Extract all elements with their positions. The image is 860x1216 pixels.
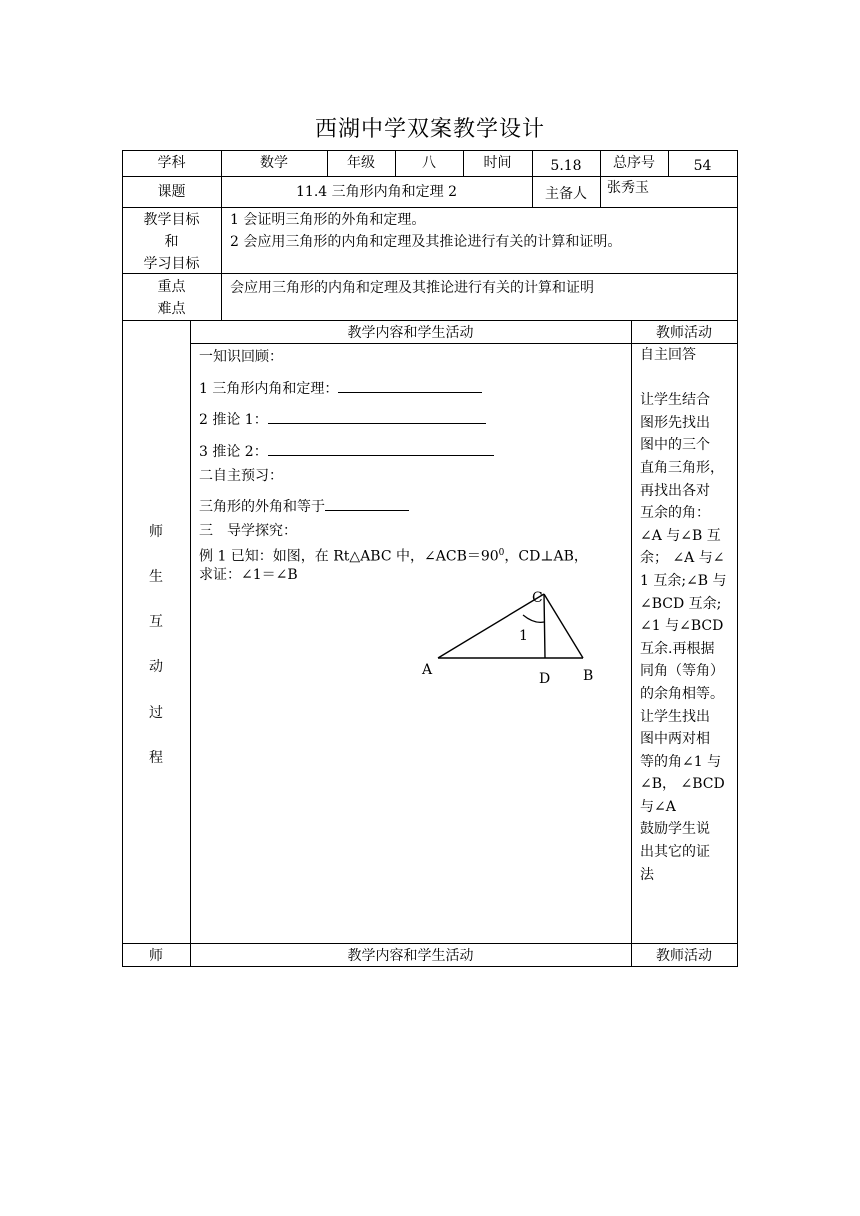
- example-line: 例 1 已知：如图，在 Rt△ABC 中，$\angle ACB=90^0$，CD⊥AB，: [199, 548, 588, 565]
- footer-teacher-header: 教师活动: [656, 948, 712, 964]
- footer-side-label: 师: [149, 948, 163, 964]
- time-label: 时间: [483, 155, 512, 171]
- review-item: 3 推论 2：: [199, 441, 494, 463]
- footer-content-header: 教学内容和学生活动: [347, 948, 474, 964]
- vertex-b-label: B: [583, 668, 594, 684]
- angle-1-label: 1: [519, 628, 528, 644]
- review-item: 2 推论 1：: [199, 409, 486, 431]
- review-item: 1 三角形内角和定理：: [199, 378, 482, 400]
- subject-value: 数学: [260, 155, 288, 171]
- preview-title: 二自主预习：: [199, 468, 283, 484]
- review-title: 一知识回顾：: [199, 349, 283, 365]
- teacher-header: 教师活动: [656, 325, 712, 341]
- side-ac: [438, 594, 544, 658]
- vertex-c-label: C: [532, 590, 543, 606]
- content-header: 教学内容和学生活动: [347, 325, 474, 341]
- serial-label: 总序号: [613, 155, 655, 171]
- keypoints-label: 重点 难点: [157, 279, 186, 317]
- preparer-value: 张秀玉: [607, 180, 649, 196]
- topic-label: 课题: [157, 184, 186, 200]
- vertex-a-label: A: [422, 662, 433, 678]
- teacher-activity: 自主回答 让学生结合 图形先找出 图中的三个 直角三角形， 再找出各对 互余的角： ∠A 与∠B 互 余； ∠A 与∠ 1 互余;∠B 与 ∠BCD 互余; ∠1 与∠BCD 互余.再根据 同角（等角） 的余角相等。 让学生找出 图中两对相 等的角∠1 与 ∠B， ∠BCD 与∠A 鼓励学生说 出其它的证 法: [640, 347, 727, 883]
- goal-item: 2 会应用三角形的内角和定理及其推论进行有关的计算和证明。: [230, 234, 622, 250]
- time-value: 5.18: [550, 158, 582, 174]
- keypoints-text: 会应用三角形的内角和定理及其推论进行有关的计算和证明: [230, 280, 594, 296]
- example-claim: 求证：∠1＝∠B: [199, 567, 298, 583]
- subject-label: 学科: [157, 155, 186, 171]
- preview-item: 三角形的外角和等于: [199, 496, 409, 518]
- goals-label: 教学目标 和 学习目标: [143, 212, 200, 272]
- angle-1-arc: [523, 615, 544, 622]
- topic-value: 11.4 三角形内角和定理 2: [296, 184, 457, 200]
- vertex-d-label: D: [539, 671, 551, 687]
- document-title: 西湖中学双案教学设计: [314, 117, 545, 142]
- preparer-label: 主备人: [545, 186, 587, 202]
- grade-label: 年级: [347, 155, 375, 171]
- explore-title: 三 导学探究：: [199, 523, 297, 539]
- serial-value: 54: [693, 158, 712, 174]
- altitude-cd: [544, 594, 545, 658]
- goal-item: 1 会证明三角形的外角和定理。: [230, 212, 426, 228]
- grade-value: 八: [422, 155, 436, 171]
- side-bc: [544, 594, 583, 658]
